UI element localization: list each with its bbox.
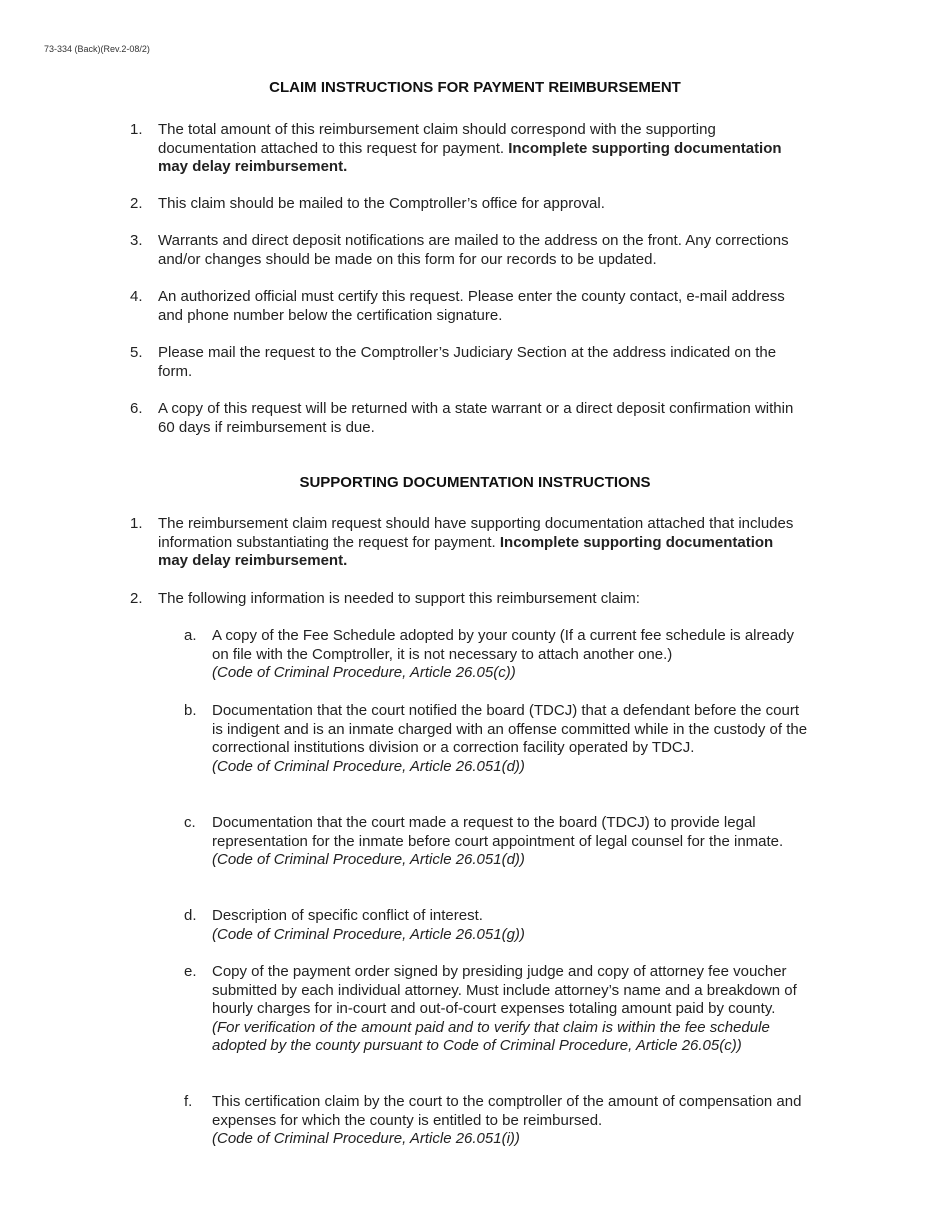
item-letter: d. bbox=[184, 907, 197, 924]
item-text: Documentation that the court made a request to the board (TDCJ) to provide legal representation for the inmate before court appointment of legal counsel for the inmate. (Code of Criminal Procedure, Article 26.051(d)) bbox=[212, 814, 812, 870]
item-text: The total amount of this reimbursement claim should correspond with the supporting documentation attached to this request for payment. Incomplete supporting documentation may delay reimbursement. bbox=[158, 121, 782, 176]
legal-citation: (Code of Criminal Procedure, Article 26.051(i)) bbox=[212, 1130, 520, 1148]
legal-citation: (For verification of the amount paid and to verify that claim is within the fee schedule adopted by the county pursuant to Code of Criminal Procedure, Article 26.05(c)) bbox=[212, 1018, 770, 1055]
item-number: 2. bbox=[130, 590, 143, 607]
item-text: This certification claim by the court to the comptroller of the amount of compensation and expenses for which the county is entitled to be reimbursed. (Code of Criminal Procedure, Article 26.051(i)) bbox=[212, 1093, 812, 1149]
item-letter: a. bbox=[184, 627, 197, 644]
item-number: 5. bbox=[130, 344, 143, 361]
item-letter: e. bbox=[184, 963, 197, 980]
item-text: An authorized official must certify this request. Please enter the county contact, e-mail address and phone number below the certification signature. bbox=[158, 288, 785, 324]
item-text: Warrants and direct deposit notifications are mailed to the address on the front. Any corrections and/or changes should be made on this form for our records to be updated. bbox=[158, 232, 789, 268]
item-letter: b. bbox=[184, 702, 197, 719]
item-number: 6. bbox=[130, 400, 143, 417]
warning-text: Incomplete supporting documentation may delay reimbursement. bbox=[158, 139, 782, 176]
item-text: Copy of the payment order signed by presiding judge and copy of attorney fee voucher submitted by each individual attorney. Must include attorney’s name and a breakdown of hourly charges for in-court and out-of-court expenses totaling amount paid by county. (For verification of the amount paid and to verify that claim is within the fee schedule adopted by the county pursuant to Code of Criminal Procedure, Article 26.05(c)) bbox=[212, 963, 812, 1056]
form-number: 73-334 (Back)(Rev.2-08/2) bbox=[44, 44, 150, 54]
item-text: Please mail the request to the Comptroller’s Judiciary Section at the address indicated on the form. bbox=[158, 344, 777, 380]
item-text: A copy of this request will be returned with a state warrant or a direct deposit confirmation within 60 days if reimbursement is due. bbox=[158, 400, 794, 436]
item-text: Description of specific conflict of interest. (Code of Criminal Procedure, Article 26.051(g)) bbox=[212, 907, 812, 944]
supporting-documentation-title: SUPPORTING DOCUMENTATION INSTRUCTIONS bbox=[299, 474, 651, 491]
item-number: 2. bbox=[130, 195, 143, 212]
item-text: Documentation that the court notified the board (TDCJ) that a defendant before the court is indigent and is an inmate charged with an offense committed while in the custody of the correctional institutions division or a correction facility operated by TDCJ. (Code of Criminal Procedure, Article 26.051(d)) bbox=[212, 702, 812, 776]
item-number: 4. bbox=[130, 288, 143, 305]
legal-citation: (Code of Criminal Procedure, Article 26.051(d)) bbox=[212, 757, 525, 775]
item-letter: c. bbox=[184, 814, 196, 831]
claim-instructions-title: CLAIM INSTRUCTIONS FOR PAYMENT REIMBURSEMENT bbox=[269, 79, 681, 96]
legal-citation: (Code of Criminal Procedure, Article 26.05(c)) bbox=[212, 664, 516, 682]
legal-citation: (Code of Criminal Procedure, Article 26.051(g)) bbox=[212, 925, 525, 943]
legal-citation: (Code of Criminal Procedure, Article 26.051(d)) bbox=[212, 851, 525, 869]
item-number: 1. bbox=[130, 515, 143, 532]
item-number: 1. bbox=[130, 121, 143, 138]
item-letter: f. bbox=[184, 1093, 193, 1110]
item-text: The reimbursement claim request should have supporting documentation attached that includes information substantiating the request for payment. Incomplete supporting documentation may delay reimbursement. bbox=[158, 515, 794, 570]
item-number: 3. bbox=[130, 232, 143, 249]
item-text: The following information is needed to support this reimbursement claim: bbox=[158, 590, 640, 607]
warning-text: Incomplete supporting documentation may delay reimbursement. bbox=[158, 533, 774, 570]
item-text: A copy of the Fee Schedule adopted by your county (If a current fee schedule is already on file with the Comptroller, it is not necessary to attach another one.) (Code of Criminal Procedure, Article 26.05(c)) bbox=[212, 627, 812, 683]
item-text: This claim should be mailed to the Comptroller’s office for approval. bbox=[158, 195, 605, 212]
